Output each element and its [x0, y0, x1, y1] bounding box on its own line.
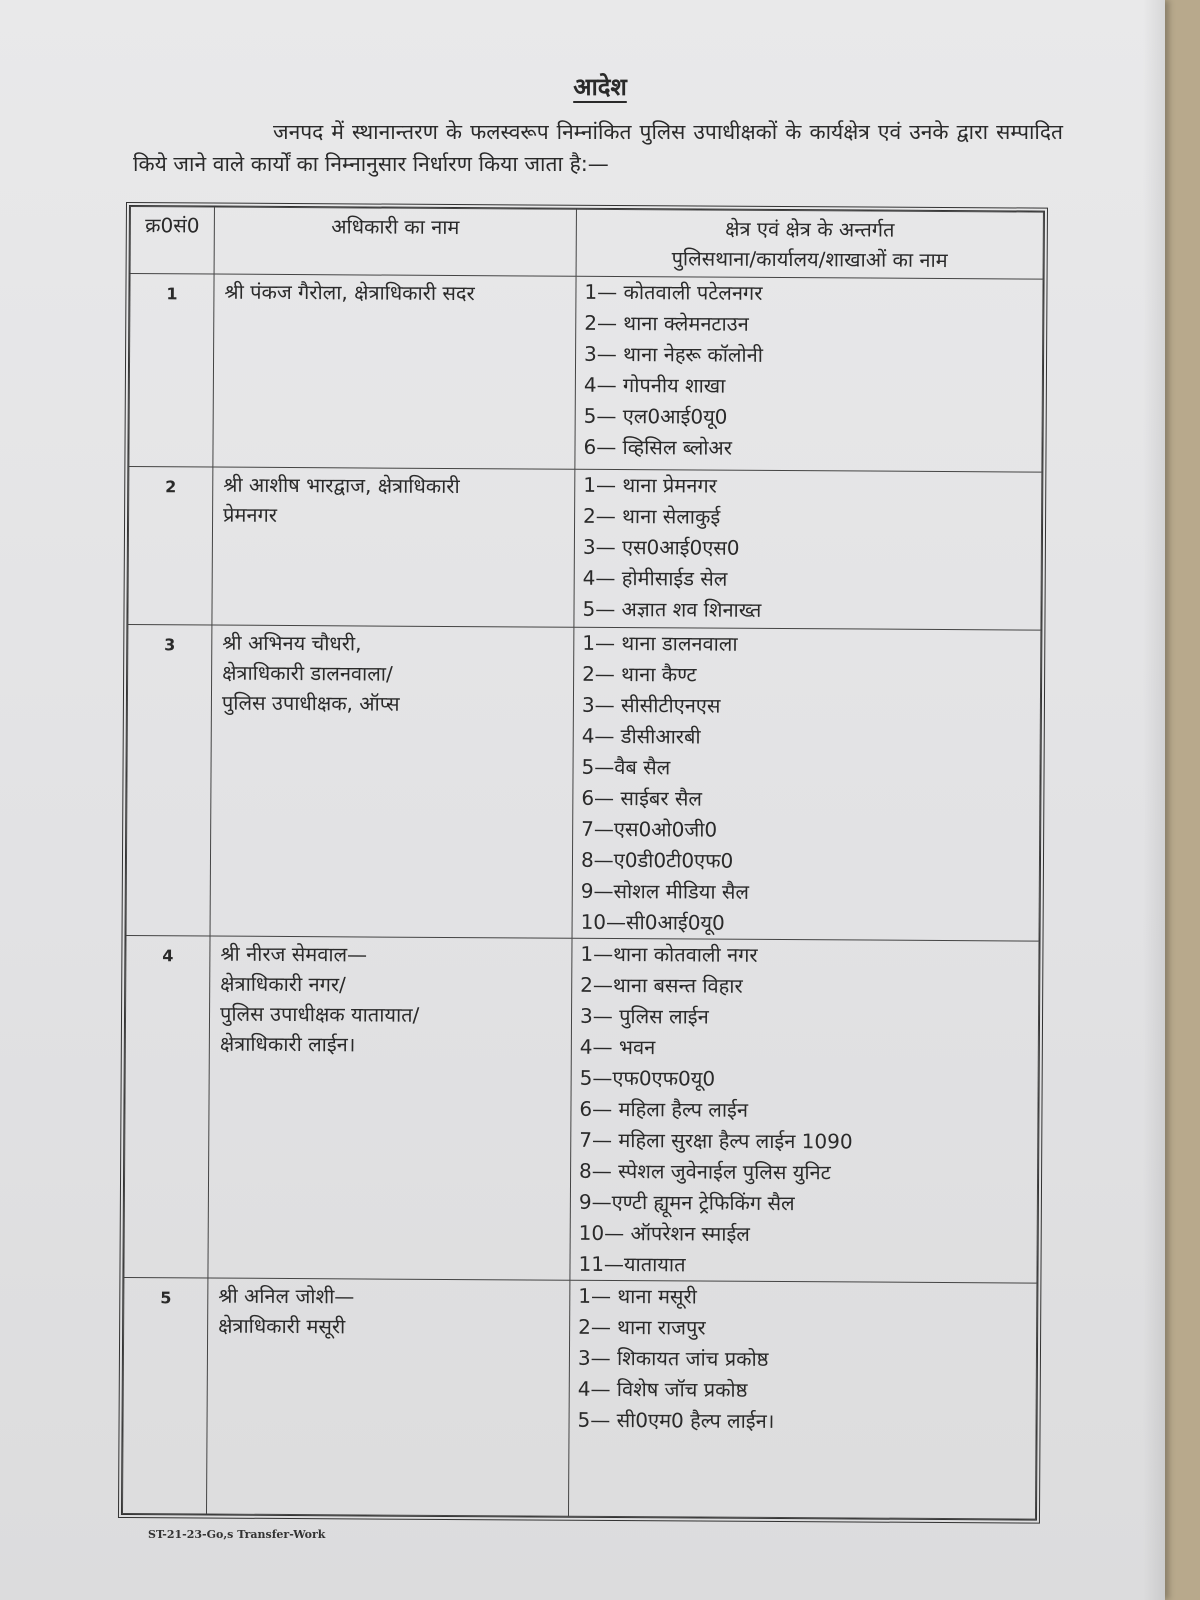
assigned-unit-item: 6— साईबर सैल [581, 785, 703, 811]
assigned-unit-item: 2— थाना राजपुर [578, 1314, 706, 1340]
officer-name-line: क्षेत्राधिकारी डालनवाला/ [222, 660, 393, 686]
assigned-units-cell [575, 276, 1043, 472]
officer-name-line: पुलिस उपाधीक्षक यातायात/ [219, 1001, 420, 1027]
assigned-unit-item: 11—यातायात [578, 1251, 686, 1277]
table-header-row [130, 207, 1043, 280]
officer-name-line: क्षेत्राधिकारी मसूरी [218, 1313, 346, 1339]
assigned-unit-item: 9—एण्टी ह्यूमन ट्रेफिकिंग सैल [578, 1189, 795, 1216]
assigned-unit-item: 2— थाना कैण्ट [582, 661, 697, 687]
header-area [576, 209, 1043, 279]
assigned-unit-item: 8— स्पेशल जुवेनाईल पुलिस युनिट [579, 1158, 831, 1185]
officer-name-cell [213, 274, 576, 469]
assigned-unit-item: 6— व्हिसिल ब्लोअर [583, 434, 733, 460]
assigned-unit-item: 5—वैब सैल [581, 754, 671, 780]
assigned-unit-item: 1— थाना प्रेमनगर [583, 472, 717, 498]
assigned-unit-item: 6— महिला हैल्प लाईन [579, 1096, 749, 1122]
assigned-unit-item: 4— होमीसाईड सेल [582, 565, 728, 591]
officer-name-line: श्री आशीष भारद्वाज, क्षेत्राधिकारी [223, 472, 460, 499]
officer-name-line: श्री नीरज सेमवाल— [220, 941, 368, 967]
assigned-unit-item: 2— थाना क्लेमनटाउन [584, 310, 749, 336]
assigned-unit-item: 1— थाना मसूरी [578, 1283, 697, 1309]
serial-number-cell: 5 [122, 1278, 207, 1515]
table-row [124, 936, 1039, 1284]
table-row [122, 1278, 1036, 1520]
header-area-line-2: पुलिसथाना/कार्यालय/शाखाओं का नाम [671, 246, 948, 273]
assigned-unit-item: 10— ऑपरेशन स्माईल [578, 1220, 750, 1246]
officer-name-line: प्रेमनगर [223, 502, 278, 527]
assigned-unit-item: 3— एस0आई0एस0 [582, 534, 740, 560]
assigned-unit-item: 2—थाना बसन्त विहार [580, 972, 743, 998]
officer-name-line: पुलिस उपाधीक्षक, ऑप्स [221, 690, 400, 716]
assigned-unit-item: 5— अज्ञात शव शिनाख्त [582, 596, 762, 622]
assigned-unit-item: 3— सीसीटीएनएस [581, 692, 721, 718]
table-row [126, 625, 1041, 942]
header-officer-name: अधिकारी का नाम [214, 207, 576, 276]
assigned-units-cell [570, 938, 1039, 1283]
assigned-unit-item: 7—एस0ओ0जी0 [581, 816, 718, 842]
serial-number-cell: 4 [124, 936, 210, 1279]
officer-name-cell [206, 1278, 569, 1516]
assigned-unit-item: 4— डीसीआरबी [581, 723, 701, 749]
officer-name-line: क्षेत्राधिकारी नगर/ [220, 971, 346, 997]
header-serial-number: क्र0सं0 [130, 207, 214, 275]
assigned-unit-item: 8—ए0डी0टी0एफ0 [580, 847, 734, 873]
assigned-unit-item: 10—सी0आई0यू0 [580, 909, 725, 935]
intro-paragraph: जनपद में स्थानान्तरण के फलस्वरूप निम्नांकित पुलिस उपाधीक्षकों के कार्यक्षेत्र एवं उनके द्वारा सम्पादित किये जाने वाले कार्यों का निम्नानुसार निर्धारण किया जाता है:— [133, 120, 1063, 176]
assigned-unit-item: 3— शिकायत जांच प्रकोष्ठ [577, 1345, 769, 1371]
assigned-units-cell [574, 469, 1042, 630]
table-body [122, 274, 1043, 1520]
officer-name-line: श्री अभिनय चौधरी, [222, 630, 362, 656]
table-row [128, 467, 1042, 631]
officer-name-line: क्षेत्राधिकारी लाईन। [219, 1031, 356, 1057]
assigned-unit-item: 9—सोशल मीडिया सैल [580, 878, 750, 904]
serial-number-cell: 3 [126, 625, 212, 937]
assigned-unit-item: 1— कोतवाली पटेलनगर [584, 279, 763, 305]
assigned-unit-item: 4— विशेष जॉच प्रकोष्ठ [577, 1376, 748, 1402]
table-row [129, 274, 1043, 473]
header-area-line-1: क्षेत्र एवं क्षेत्र के अन्तर्गत [725, 216, 895, 242]
document-title-text: आदेश [573, 73, 627, 101]
assigned-unit-item: 7— महिला सुरक्षा हैल्प लाईन 1090 [579, 1127, 853, 1154]
officer-name-cell [210, 625, 574, 938]
assigned-unit-item: 3— पुलिस लाईन [579, 1003, 709, 1029]
assigned-unit-item: 5—एफ0एफ0यू0 [579, 1065, 716, 1091]
assigned-unit-item: 4— भवन [579, 1034, 656, 1060]
officer-name-cell [212, 467, 575, 627]
assignment-table-frame [118, 202, 1048, 1524]
assigned-unit-item: 2— थाना सेलाकुई [583, 503, 721, 529]
assigned-unit-item: 5— सी0एम0 हैल्प लाईन। [577, 1407, 775, 1433]
assigned-unit-item: 1— थाना डालनवाला [582, 630, 738, 656]
assigned-unit-item: 1—थाना कोतवाली नगर [580, 941, 758, 967]
assigned-units-cell [568, 1280, 1036, 1519]
assigned-unit-item: 5— एल0आई0यू0 [583, 403, 728, 429]
assigned-unit-item: 3— थाना नेहरू कॉलोनी [584, 341, 764, 367]
footer-reference: ST-21-23-Go,s Transfer-Work [148, 1528, 326, 1541]
document-title [0, 70, 1200, 103]
officer-name-line: श्री पंकज गैरोला, क्षेत्राधिकारी सदर [224, 279, 475, 306]
officer-name-line: श्री अनिल जोशी— [218, 1283, 355, 1309]
assigned-units-cell [572, 627, 1041, 941]
paper-fold-shadow [1143, 0, 1165, 1600]
assigned-unit-item: 4— गोपनीय शाखा [583, 372, 726, 398]
serial-number-cell: 1 [129, 274, 214, 468]
serial-number-cell: 2 [128, 467, 213, 626]
officer-name-cell [208, 936, 572, 1280]
assignment-table [122, 206, 1044, 1520]
